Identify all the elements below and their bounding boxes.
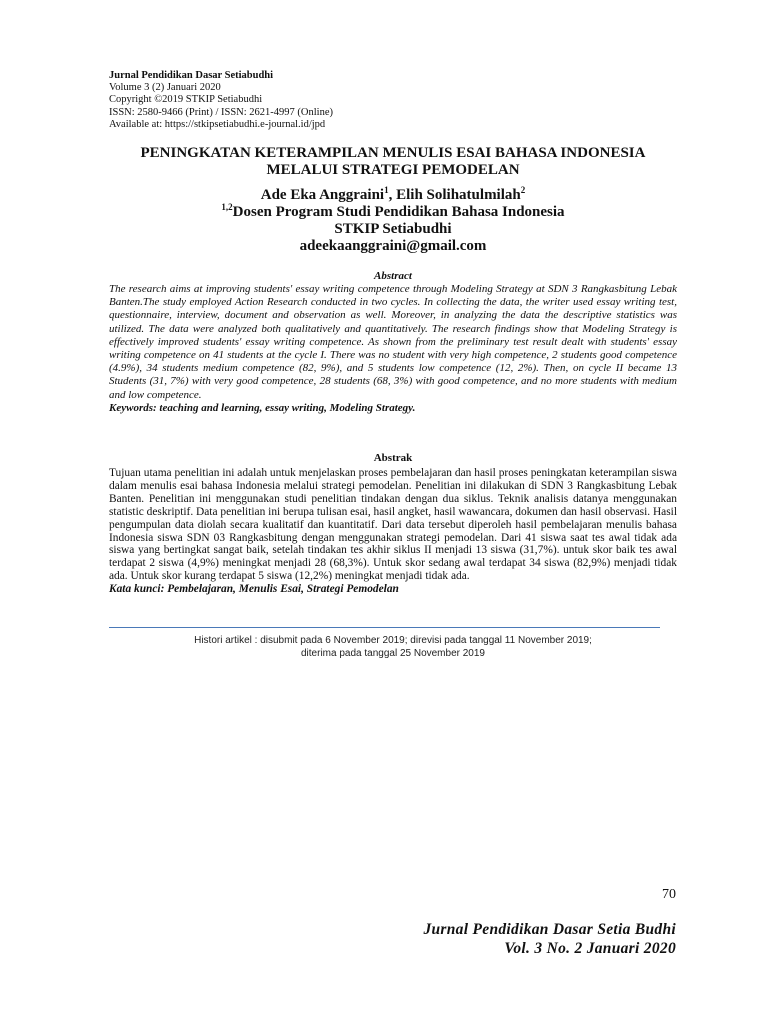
abstrak-heading: Abstrak (373, 452, 413, 464)
article-history (109, 634, 677, 660)
author-affiliation-line (109, 204, 677, 221)
page-number: 70 (662, 887, 676, 902)
journal-url: Available at: https://stkipsetiabudhi.e-journal.id/jpd (109, 118, 326, 130)
abstract-keywords: Keywords: teaching and learning, essay writing, Modeling Strategy. (109, 401, 416, 414)
author-separator: , (388, 187, 397, 203)
title-line-2: MELALUI STRATEGI PEMODELAN (266, 162, 520, 178)
journal-copyright: Copyright ©2019 STKIP Setiabudhi (109, 94, 263, 106)
abstract-heading: Abstract (374, 270, 412, 282)
author-block (109, 187, 677, 255)
abstrak-section (109, 467, 677, 596)
journal-volume: Volume 3 (2) Januari 2020 (109, 82, 221, 94)
history-line-2: diterima pada tanggal 25 November 2019 (300, 648, 485, 659)
history-line-1: Histori artikel : disubmit pada 6 November 2019; direvisi pada tanggal 11 November 2019; (194, 635, 592, 646)
author-2: Elih Solihatulmilah (396, 187, 521, 203)
affiliation-sup: 1,2 (221, 202, 233, 212)
section-divider (109, 627, 660, 628)
author-1-sup: 1 (384, 185, 389, 195)
footer-volume: Vol. 3 No. 2 Januari 2020 (504, 940, 676, 957)
author-email: adeekaanggraini@gmail.com (299, 238, 487, 254)
footer-journal-name: Jurnal Pendidikan Dasar Setia Budhi (423, 921, 676, 938)
journal-footer (423, 920, 676, 958)
abstrak-keywords: Kata kunci: Pembelajaran, Menulis Esai, Strategi Pemodelan (109, 583, 399, 596)
author-names (109, 187, 677, 204)
author-1: Ade Eka Anggraini (260, 187, 385, 203)
abstract-section (109, 283, 677, 415)
paper-title (109, 145, 677, 179)
abstrak-text: Tujuan utama penelitian ini adalah untuk menjelaskan proses pembelajaran dan hasil proses peningkatan keterampilan siswa dalam menulis esai bahasa Indonesia melalui strategi pemodelan. Penelitian ini dilakukan di SDN 3 Rangkasbitung Lebak Banten. Penelitian ini menggunakan studi penelitian tindakan dengan dua siklus. Teknik analisis datanya menggunakan statistic deskriptif. Data penelitian ini berupa tulisan esai, hasil angket, hasil wawancara, dokumen dan hasil observasi. Hasil pengumpulan data diolah secara kualitatif dan kuantitatif. Dari data tersebut diperoleh hasil pembelajaran menulis bahasa Indonesia siswa SDN 03 Rangkasbitung dengan menggunakan strategi pemodelan. Dari 41 siswa saat tes awal tidak ada siswa yang bertingkat sangat baik, setelah tindakan tes akhir siklus II menjadi 13 siswa (31,7%). untuk skor baik tes awal terdapat 2 siswa (4,9%) meningkat menjadi 28 (68,3%). Untuk skor sedang awal terdapat 34 siswa (82,9%) menjadi tidak ada. Untuk skor kurang terdapat 5 siswa (12,2%) meningkat menjadi tidak ada. (109, 467, 677, 583)
author-affiliation: Dosen Program Studi Pendidikan Bahasa Indonesia (232, 204, 565, 220)
journal-issn: ISSN: 2580-9466 (Print) / ISSN: 2621-4997 (Online) (109, 106, 333, 118)
journal-header (109, 70, 333, 131)
author-2-sup: 2 (520, 185, 526, 195)
journal-name: Jurnal Pendidikan Dasar Setiabudhi (109, 70, 274, 81)
abstract-text: The research aims at improving students' essay writing competence through Modeling Strategy at SDN 3 Rangkasbitung Lebak Banten.The study employed Action Research conducted in two cycles. In collecting the data, the writer used essay writing test, questionnaire, interview, document and observation as well. Moreover, in analyzing the data the descriptive statistics was utilized. The data were analyzed both qualitatively and quantitatively. The research findings show that Modeling Strategy is effectively improved students' essay writing competence. As shown from the preliminary test result dealt with students' essay writing competence on 41 students at the cycle I. There was no student with very high competence, 2 students good competence (4.9%), 34 students medium competence (82, 9%), and 5 students low competence (12, 2%). Then, on cycle II became 13 Students (31, 7%) with very good competence, 28 students (68, 3%) with good competence, and no more students with medium and low competence. (109, 283, 677, 401)
author-institution: STKIP Setiabudhi (334, 221, 452, 237)
title-line-1: PENINGKATAN KETERAMPILAN MENULIS ESAI BAHASA INDONESIA (140, 145, 646, 161)
